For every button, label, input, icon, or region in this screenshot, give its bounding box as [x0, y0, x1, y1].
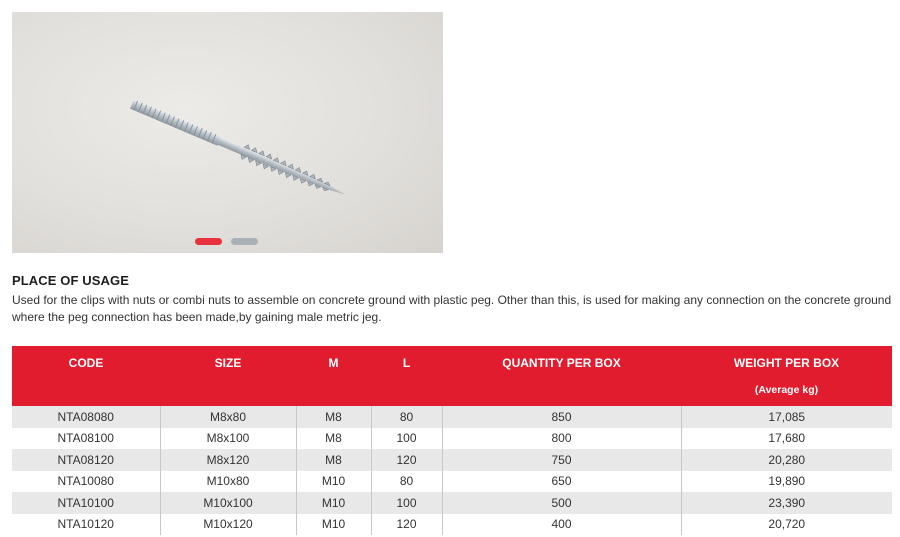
cell-quantity: 500 [442, 492, 681, 514]
cell-quantity: 400 [442, 514, 681, 536]
cell-quantity: 850 [442, 406, 681, 428]
cell-l: 80 [371, 406, 442, 428]
cell-size: M10x100 [160, 492, 296, 514]
header-l: L [371, 346, 442, 406]
cell-size: M10x80 [160, 471, 296, 493]
slider-pagination [195, 238, 258, 245]
cell-m: M10 [296, 514, 371, 536]
header-weight [681, 346, 892, 406]
cell-quantity: 800 [442, 428, 681, 450]
table-row [12, 428, 892, 450]
header-code: CODE [12, 346, 160, 406]
slide-dot-1[interactable] [195, 238, 222, 245]
hanger-bolt-image [12, 12, 443, 253]
cell-size: M8x80 [160, 406, 296, 428]
header-size: SIZE [160, 346, 296, 406]
cell-l: 100 [371, 428, 442, 450]
cell-m: M10 [296, 492, 371, 514]
table-row [12, 492, 892, 514]
cell-weight: 20,720 [681, 514, 892, 536]
cell-code: NTA10100 [12, 492, 160, 514]
cell-m: M8 [296, 406, 371, 428]
table-header-row [12, 346, 892, 406]
cell-code: NTA10120 [12, 514, 160, 536]
product-image-gallery [12, 12, 443, 253]
cell-m: M8 [296, 449, 371, 471]
cell-code: NTA10080 [12, 471, 160, 493]
cell-m: M10 [296, 471, 371, 493]
cell-l: 120 [371, 449, 442, 471]
cell-weight: 20,280 [681, 449, 892, 471]
cell-weight: 17,680 [681, 428, 892, 450]
cell-code: NTA08120 [12, 449, 160, 471]
section-title: PLACE OF USAGE [12, 273, 129, 288]
cell-code: NTA08080 [12, 406, 160, 428]
table-row [12, 406, 892, 428]
cell-size: M8x120 [160, 449, 296, 471]
table-row [12, 471, 892, 493]
table-row [12, 514, 892, 536]
usage-description: Used for the clips with nuts or combi nuts to assemble on concrete ground with plastic peg. Other than this, is used for making any connection on the concrete ground where the peg connection has been made,by gaining male metric jeg. [12, 293, 892, 324]
cell-quantity: 650 [442, 471, 681, 493]
header-quantity: QUANTITY PER BOX [442, 346, 681, 406]
cell-size: M10x120 [160, 514, 296, 536]
cell-weight: 19,890 [681, 471, 892, 493]
cell-size: M8x100 [160, 428, 296, 450]
cell-code: NTA08100 [12, 428, 160, 450]
cell-l: 100 [371, 492, 442, 514]
cell-quantity: 750 [442, 449, 681, 471]
cell-m: M8 [296, 428, 371, 450]
slide-dot-2[interactable] [231, 238, 258, 245]
cell-weight: 23,390 [681, 492, 892, 514]
cell-l: 80 [371, 471, 442, 493]
table-row [12, 449, 892, 471]
header-weight-label: WEIGHT PER BOX [733, 356, 840, 370]
header-m: M [296, 346, 371, 406]
specifications-table [12, 346, 892, 535]
cell-weight: 17,085 [681, 406, 892, 428]
header-weight-unit: (Average kg) [754, 384, 819, 396]
cell-l: 120 [371, 514, 442, 536]
